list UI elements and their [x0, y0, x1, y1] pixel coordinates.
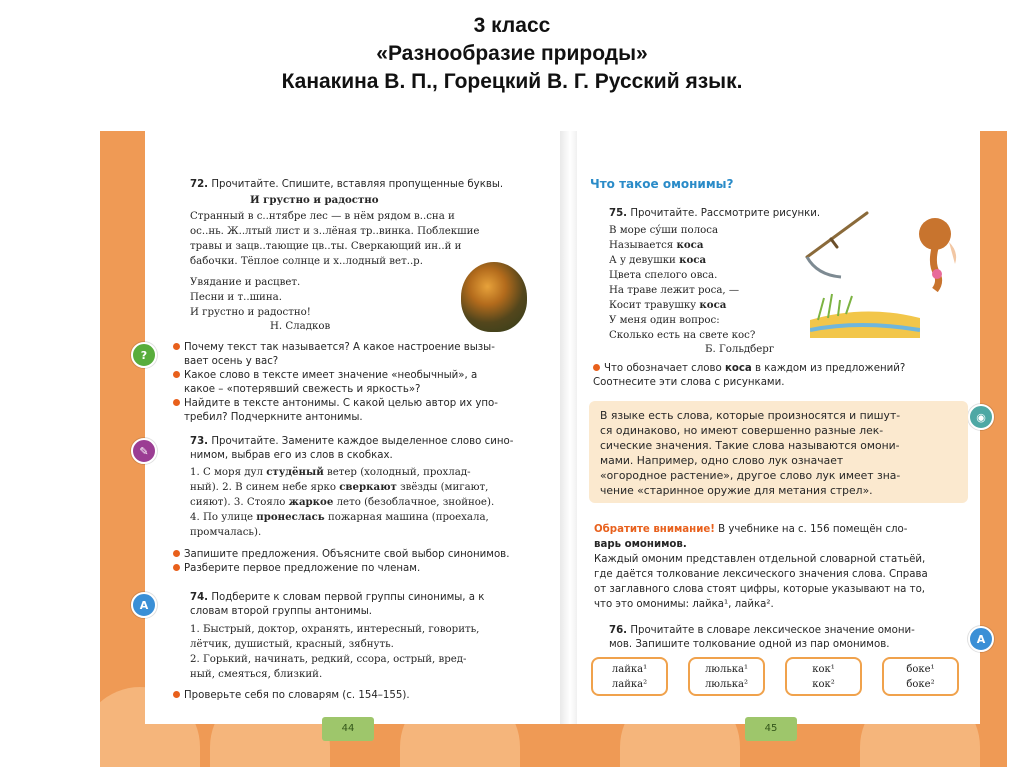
- page-number-right: 45: [745, 717, 797, 741]
- rule-line: «огородное растение», другое слово лук имеет зна-: [600, 469, 901, 482]
- bullet-icon: [173, 691, 180, 698]
- homonym-word: лайка²: [611, 679, 648, 690]
- poem-line: Сколько есть на свете кос?: [609, 330, 756, 341]
- text-line: травы и зацв..тающие цв..ты. Сверкающий ин..й и: [190, 241, 462, 252]
- autumn-forest-image: [461, 262, 527, 332]
- page-number-left: 44: [322, 717, 374, 741]
- rule-line: ся одинаково, но имеют совершенно разные лек-: [600, 424, 884, 437]
- bullet-icon: [173, 343, 180, 350]
- exercise-73-task: нимом, выбрав его из слов в скобках.: [190, 450, 393, 461]
- homonym-box: [688, 657, 765, 696]
- text-line: 1. С моря дул студёный ветер (холодный, прохлад-: [190, 466, 471, 478]
- poem-author: Н. Сладков: [270, 321, 331, 332]
- text-line: 2. Горький, начинать, редкий, ссора, острый, вред-: [190, 654, 467, 665]
- book-spine: [560, 131, 577, 724]
- exercise-76-task: 76. Прочитайте в словаре лексическое значение омони-: [609, 625, 915, 636]
- owl-marker-icon: ◉: [968, 404, 994, 430]
- homonym-word: люлька¹: [704, 664, 749, 675]
- attention-line: Обратите внимание! В учебнике на с. 156 помещён сло-: [594, 524, 908, 535]
- rule-line: В языке есть слова, которые произносятся и пишут-: [600, 409, 901, 422]
- exercise-74-task: 74. Подберите к словам первой группы синонимы, а к: [190, 592, 485, 603]
- poem-line: Косит травушку коса: [609, 299, 727, 311]
- question-line: требил? Подчеркните антонимы.: [184, 412, 363, 423]
- poem-line: У меня один вопрос:: [609, 315, 720, 326]
- slide-title: [0, 12, 1024, 96]
- homonym-word: лайка¹: [611, 664, 648, 675]
- poem-line: Называется коса: [609, 239, 704, 251]
- verse-line: Увядание и расцвет.: [190, 277, 301, 288]
- homonym-box: [785, 657, 862, 696]
- attention-line: от заглавного слова стоят цифры, которые указывают на то,: [594, 584, 926, 595]
- homonym-box: [882, 657, 959, 696]
- text-line: Странный в с..нтябре лес — в нём рядом в..сна и: [190, 211, 455, 222]
- text-line: 4. По улице пронеслась пожарная машина (проехала,: [190, 511, 489, 523]
- book-marker-icon: A: [131, 592, 157, 618]
- attention-title: Обратите внимание!: [594, 524, 715, 535]
- bullet-icon: [593, 364, 600, 371]
- girl-with-braid-image: [905, 212, 965, 292]
- text-line: ос..нь. Ж..лтый лист и з..лёная тр..винка. Поблекшие: [190, 226, 480, 237]
- rule-line: мами. Например, одно слово лук означает: [600, 454, 844, 467]
- pen-marker-icon: ✎: [131, 438, 157, 464]
- poem-line: Цвета спелого овса.: [609, 270, 718, 281]
- attention-line: что это омонимы: лайка¹, лайка².: [594, 599, 774, 610]
- task-line: Запишите предложения. Объясните свой выбор синонимов.: [173, 547, 509, 562]
- homonym-word: боке¹: [906, 664, 935, 675]
- poem-line: На траве лежит роса, —: [609, 285, 740, 296]
- exercise-75-task: 75. Прочитайте. Рассмотрите рисунки.: [609, 208, 821, 219]
- text-line: ный). 2. В синем небе ярко сверкают звёзды (мигают,: [190, 481, 489, 493]
- question-line: Что обозначает слово коса в каждом из предложений?: [593, 361, 905, 376]
- title-line-2: «Разнообразие природы»: [376, 42, 648, 65]
- bullet-icon: [173, 550, 180, 557]
- exercise-73-task: 73. Прочитайте. Замените каждое выделенное слово сино-: [190, 436, 514, 447]
- sand-spit-image: [810, 290, 920, 338]
- bullet-icon: [173, 399, 180, 406]
- homonym-word: боке²: [906, 679, 935, 690]
- text-line: ный, смеяться, близкий.: [190, 669, 323, 680]
- attention-line: где даётся толкование лексического значения слова. Справа: [594, 569, 928, 580]
- question-line: Почему текст так называется? А какое настроение вызы-: [173, 340, 495, 355]
- check-line: Проверьте себя по словарям (с. 154–155).: [173, 688, 410, 703]
- bullet-icon: [173, 371, 180, 378]
- question-line: вает осень у вас?: [184, 356, 279, 367]
- question-line: Найдите в тексте антонимы. С какой целью автор их упо-: [173, 396, 498, 411]
- text-line: лётчик, душистый, красный, зябнуть.: [190, 639, 394, 650]
- question-line: какое – «потерявший свежесть и яркость»?: [184, 384, 421, 395]
- book-marker-icon: A: [968, 626, 994, 652]
- homonym-box: [591, 657, 668, 696]
- poem-title: И грустно и радостно: [250, 194, 379, 206]
- verse-line: Песни и т..шина.: [190, 292, 282, 303]
- text-line: 1. Быстрый, доктор, охранять, интересный, говорить,: [190, 624, 480, 635]
- question-line: Соотнесите эти слова с рисунками.: [593, 377, 785, 388]
- text-line: бабочки. Тёплое солнце и х..лодный вет..р.: [190, 256, 423, 267]
- exercise-76-task: мов. Запишите толкование одной из пар омонимов.: [609, 639, 890, 650]
- rule-line: чение «старинное оружие для метания стрел».: [600, 484, 873, 497]
- bullet-icon: [173, 564, 180, 571]
- homonym-word: кок²: [812, 679, 835, 690]
- poem-line: В море су́ши полоса: [609, 225, 719, 236]
- poem-line: А у девушки коса: [609, 254, 707, 266]
- title-line-1: 3 класс: [473, 14, 551, 37]
- question-line: Какое слово в тексте имеет значение «необычный», а: [173, 368, 477, 383]
- verse-line: И грустно и радостно!: [190, 307, 311, 318]
- question-marker-icon: ?: [131, 342, 157, 368]
- exercise-72-task: 72. Прочитайте. Спишите, вставляя пропущенные буквы.: [190, 179, 504, 190]
- attention-line: варь омонимов.: [594, 539, 687, 550]
- section-heading: Что такое омонимы?: [590, 177, 734, 191]
- rule-line: сические значения. Такие слова называются омони-: [600, 439, 900, 452]
- text-line: сияют). 3. Стояло жаркое лето (безоблачное, знойное).: [190, 496, 495, 508]
- task-line: Разберите первое предложение по членам.: [173, 561, 420, 576]
- attention-line: Каждый омоним представлен отдельной словарной статьёй,: [594, 554, 926, 565]
- homonym-word: люлька²: [704, 679, 749, 690]
- poem-author: Б. Гольдберг: [705, 344, 775, 355]
- scythe-image: [797, 209, 872, 279]
- homonym-word: кок¹: [812, 664, 835, 675]
- text-line: промчалась).: [190, 527, 262, 538]
- title-line-3: Канакина В. П., Горецкий В. Г. Русский язык.: [281, 70, 743, 93]
- exercise-74-task: словам второй группы антонимы.: [190, 606, 373, 617]
